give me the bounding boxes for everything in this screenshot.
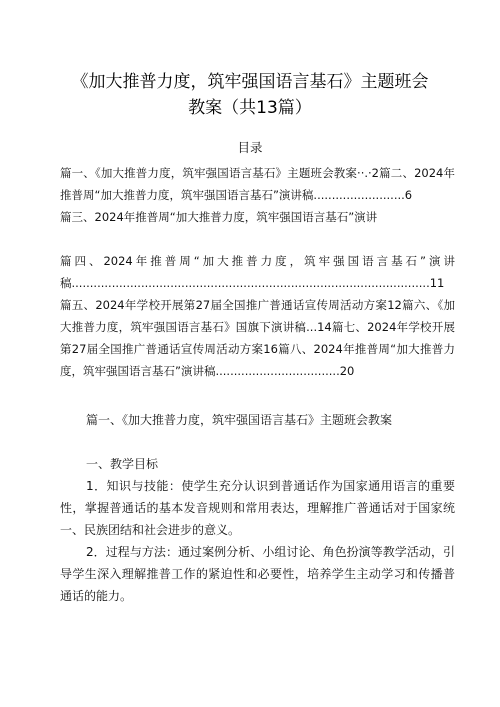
body-paragraph: 1．知识与技能：使学生充分认识到普通话作为国家通用语言的重要性，掌握普通话的基本发音规则和常用表达，理解推广普通话对于国家统一、民族团结和社会进步的意义。 [60,479,455,537]
table-of-contents [60,162,455,382]
toc-entry: 篇三、2024年推普周“加大推普力度，筑牢强国语言基石”演讲 [60,210,378,224]
body-paragraph: 2．过程与方法：通过案例分析、小组讨论、角色扮演等教学活动，引导学生深入理解推普工作的紧迫性和必要性，培养学生主动学习和传播普通话的能力。 [60,545,455,603]
toc-entry: 篇四、2024年推普周“加大推普力度，筑牢强国语言基石”演讲稿..................................................................................................11 [60,254,455,290]
toc-heading: 目录 [237,140,263,155]
section-one [60,409,455,607]
toc-entry: 篇五、2024年学校开展第27届全国推广普通话宣传周活动方案12篇六、《加大推普力度，筑牢强国语言基石》国旗下演讲稿...14篇七、2024年学校开展第27届全国推广普通话宣传周活动方案16篇八、2024年推普周“加大推普力度，筑牢强国语言基石”演讲稿..................................20 [60,298,455,378]
section-subheading: 一、教学目标 [86,457,159,471]
toc-entry: 篇一、《加大推普力度，筑牢强国语言基石》主题班会教案··.·2篇二、2024年推普周“加大推普力度，筑牢强国语言基石”演讲稿.........................6 [60,166,455,202]
title-line-2: 教案（共13篇） [188,98,312,118]
toc-gap [60,228,455,250]
title-line-1: 《加大推普力度，筑牢强国语言基石》主题班会 [71,72,429,92]
document-title [40,69,460,121]
section-title: 篇一、《加大推普力度，筑牢强国语言基石》主题班会教案 [86,413,393,427]
